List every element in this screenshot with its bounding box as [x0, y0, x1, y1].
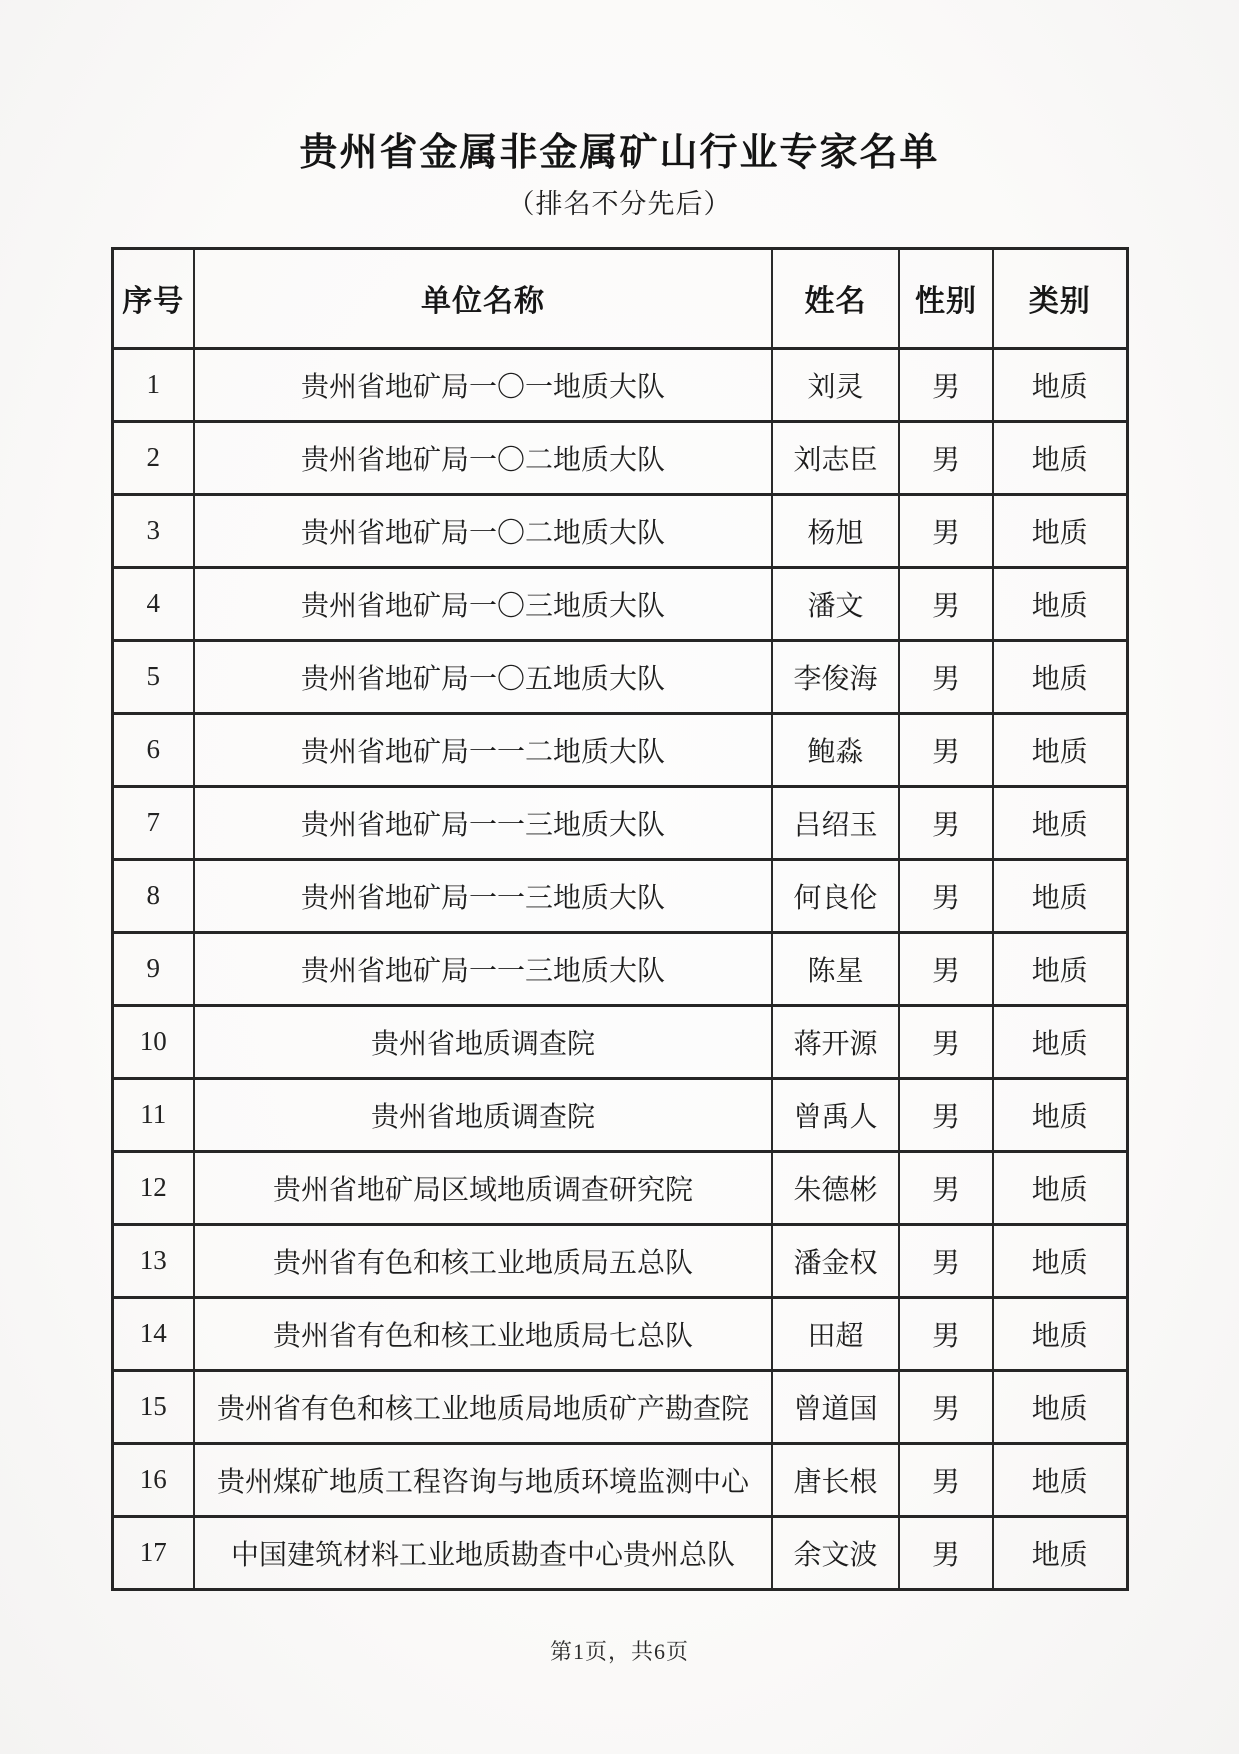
cell-unit-name: 贵州省地矿局一一三地质大队	[194, 859, 772, 932]
cell-gender: 男	[899, 421, 993, 494]
cell-category: 地质	[993, 494, 1127, 567]
table-row	[112, 1224, 1127, 1297]
cell-row-number: 1	[112, 348, 194, 421]
column-header-unit: 单位名称	[194, 248, 772, 348]
cell-person-name: 朱德彬	[772, 1151, 899, 1224]
cell-row-number: 4	[112, 567, 194, 640]
cell-row-number: 6	[112, 713, 194, 786]
cell-person-name: 杨旭	[772, 494, 899, 567]
cell-gender: 男	[899, 1297, 993, 1370]
table-body	[112, 348, 1127, 1589]
table-row	[112, 1516, 1127, 1589]
cell-person-name: 蒋开源	[772, 1005, 899, 1078]
cell-person-name: 吕绍玉	[772, 786, 899, 859]
expert-roster-table	[111, 247, 1129, 1591]
cell-unit-name: 贵州省地矿局一一二地质大队	[194, 713, 772, 786]
cell-category: 地质	[993, 640, 1127, 713]
cell-row-number: 15	[112, 1370, 194, 1443]
cell-gender: 男	[899, 1370, 993, 1443]
cell-gender: 男	[899, 1005, 993, 1078]
cell-row-number: 13	[112, 1224, 194, 1297]
cell-person-name: 曾道国	[772, 1370, 899, 1443]
cell-gender: 男	[899, 567, 993, 640]
cell-row-number: 12	[112, 1151, 194, 1224]
cell-gender: 男	[899, 859, 993, 932]
cell-gender: 男	[899, 348, 993, 421]
cell-person-name: 潘金权	[772, 1224, 899, 1297]
cell-person-name: 唐长根	[772, 1443, 899, 1516]
cell-unit-name: 贵州省地矿局一〇五地质大队	[194, 640, 772, 713]
cell-row-number: 11	[112, 1078, 194, 1151]
cell-unit-name: 贵州煤矿地质工程咨询与地质环境监测中心	[194, 1443, 772, 1516]
cell-gender: 男	[899, 640, 993, 713]
cell-unit-name: 贵州省有色和核工业地质局七总队	[194, 1297, 772, 1370]
table-row	[112, 1151, 1127, 1224]
page-subtitle: （排名不分先后）	[507, 188, 732, 219]
cell-person-name: 鲍淼	[772, 713, 899, 786]
cell-gender: 男	[899, 1224, 993, 1297]
page-title: 贵州省金属非金属矿山行业专家名单	[299, 132, 940, 174]
table-row	[112, 1005, 1127, 1078]
cell-category: 地质	[993, 1443, 1127, 1516]
cell-unit-name: 中国建筑材料工业地质勘查中心贵州总队	[194, 1516, 772, 1589]
cell-unit-name: 贵州省地矿局一一三地质大队	[194, 786, 772, 859]
cell-category: 地质	[993, 713, 1127, 786]
cell-category: 地质	[993, 932, 1127, 1005]
cell-row-number: 2	[112, 421, 194, 494]
cell-gender: 男	[899, 786, 993, 859]
cell-category: 地质	[993, 348, 1127, 421]
cell-gender: 男	[899, 1078, 993, 1151]
cell-gender: 男	[899, 932, 993, 1005]
column-header-no: 序号	[112, 248, 194, 348]
table-row	[112, 567, 1127, 640]
table-row	[112, 859, 1127, 932]
cell-unit-name: 贵州省地质调查院	[194, 1005, 772, 1078]
cell-unit-name: 贵州省有色和核工业地质局地质矿产勘查院	[194, 1370, 772, 1443]
cell-row-number: 9	[112, 932, 194, 1005]
cell-row-number: 14	[112, 1297, 194, 1370]
cell-unit-name: 贵州省地矿局区域地质调查研究院	[194, 1151, 772, 1224]
cell-category: 地质	[993, 1370, 1127, 1443]
cell-gender: 男	[899, 713, 993, 786]
cell-unit-name: 贵州省地矿局一〇二地质大队	[194, 421, 772, 494]
column-header-category: 类别	[993, 248, 1127, 348]
cell-category: 地质	[993, 1005, 1127, 1078]
cell-unit-name: 贵州省有色和核工业地质局五总队	[194, 1224, 772, 1297]
cell-category: 地质	[993, 1224, 1127, 1297]
table-row	[112, 1370, 1127, 1443]
table-row	[112, 640, 1127, 713]
table-row	[112, 421, 1127, 494]
table-row	[112, 932, 1127, 1005]
cell-person-name: 曾禹人	[772, 1078, 899, 1151]
table-row	[112, 786, 1127, 859]
cell-person-name: 李俊海	[772, 640, 899, 713]
cell-row-number: 16	[112, 1443, 194, 1516]
cell-category: 地质	[993, 1078, 1127, 1151]
table-row	[112, 1078, 1127, 1151]
table-row	[112, 1443, 1127, 1516]
cell-category: 地质	[993, 1297, 1127, 1370]
table-header-row	[112, 248, 1127, 348]
cell-person-name: 潘文	[772, 567, 899, 640]
cell-category: 地质	[993, 859, 1127, 932]
cell-row-number: 17	[112, 1516, 194, 1589]
cell-row-number: 8	[112, 859, 194, 932]
cell-category: 地质	[993, 1516, 1127, 1589]
cell-category: 地质	[993, 786, 1127, 859]
table-row	[112, 713, 1127, 786]
cell-category: 地质	[993, 421, 1127, 494]
column-header-gender: 性别	[899, 248, 993, 348]
cell-gender: 男	[899, 1516, 993, 1589]
cell-gender: 男	[899, 1151, 993, 1224]
cell-gender: 男	[899, 1443, 993, 1516]
cell-person-name: 何良伦	[772, 859, 899, 932]
cell-gender: 男	[899, 494, 993, 567]
cell-row-number: 10	[112, 1005, 194, 1078]
cell-row-number: 7	[112, 786, 194, 859]
cell-person-name: 刘灵	[772, 348, 899, 421]
cell-unit-name: 贵州省地矿局一〇一地质大队	[194, 348, 772, 421]
cell-row-number: 5	[112, 640, 194, 713]
cell-person-name: 刘志臣	[772, 421, 899, 494]
cell-unit-name: 贵州省地矿局一〇二地质大队	[194, 494, 772, 567]
table-row	[112, 1297, 1127, 1370]
table-row	[112, 494, 1127, 567]
cell-unit-name: 贵州省地质调查院	[194, 1078, 772, 1151]
column-header-name: 姓名	[772, 248, 899, 348]
cell-person-name: 田超	[772, 1297, 899, 1370]
cell-category: 地质	[993, 1151, 1127, 1224]
page-footer: 第1页，共6页	[549, 1638, 689, 1664]
cell-person-name: 余文波	[772, 1516, 899, 1589]
cell-person-name: 陈星	[772, 932, 899, 1005]
cell-category: 地质	[993, 567, 1127, 640]
table-row	[112, 348, 1127, 421]
cell-row-number: 3	[112, 494, 194, 567]
cell-unit-name: 贵州省地矿局一一三地质大队	[194, 932, 772, 1005]
cell-unit-name: 贵州省地矿局一〇三地质大队	[194, 567, 772, 640]
